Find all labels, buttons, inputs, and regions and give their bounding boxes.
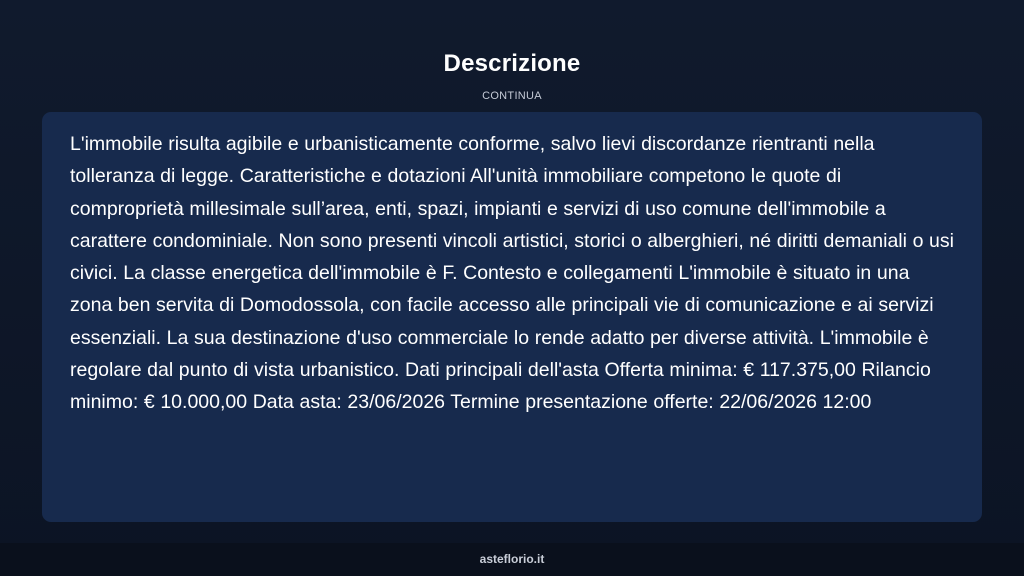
footer-bar (0, 543, 1024, 576)
site-name: asteflorio.it (479, 552, 545, 566)
continua-label: CONTINUA (482, 90, 542, 102)
page-title: Descrizione (443, 50, 581, 77)
description-card (42, 112, 982, 522)
description-text: L'immobile risulta agibile e urbanisticamente conforme, salvo lievi discordanze rientranti nella tolleranza di legge. Caratteristiche e dotazioni All'unità immobiliare competono le quote di comproprietà millesimale sull’area, enti, spazi, impianti e servizi di uso comune dell'immobile a carattere condominiale. Non sono presenti vincoli artistici, storici o alberghieri, né diritti demaniali o usi civici. La classe energetica dell'immobile è F. Contesto e collegamenti L'immobile è situato in una zona ben servita di Domodossola, con facile accesso alle principali vie di comunicazione e ai servizi essenziali. La sua destinazione d'uso commerciale lo rende adatto per diverse attività. L'immobile è regolare dal punto di vista urbanistico. Dati principali dell'asta Offerta minima: € 117.375,00 Rilancio minimo: € 10.000,00 Data asta: 23/06/2026 Termine presentazione offerte: 22/06/2026 12:00 (70, 133, 954, 414)
